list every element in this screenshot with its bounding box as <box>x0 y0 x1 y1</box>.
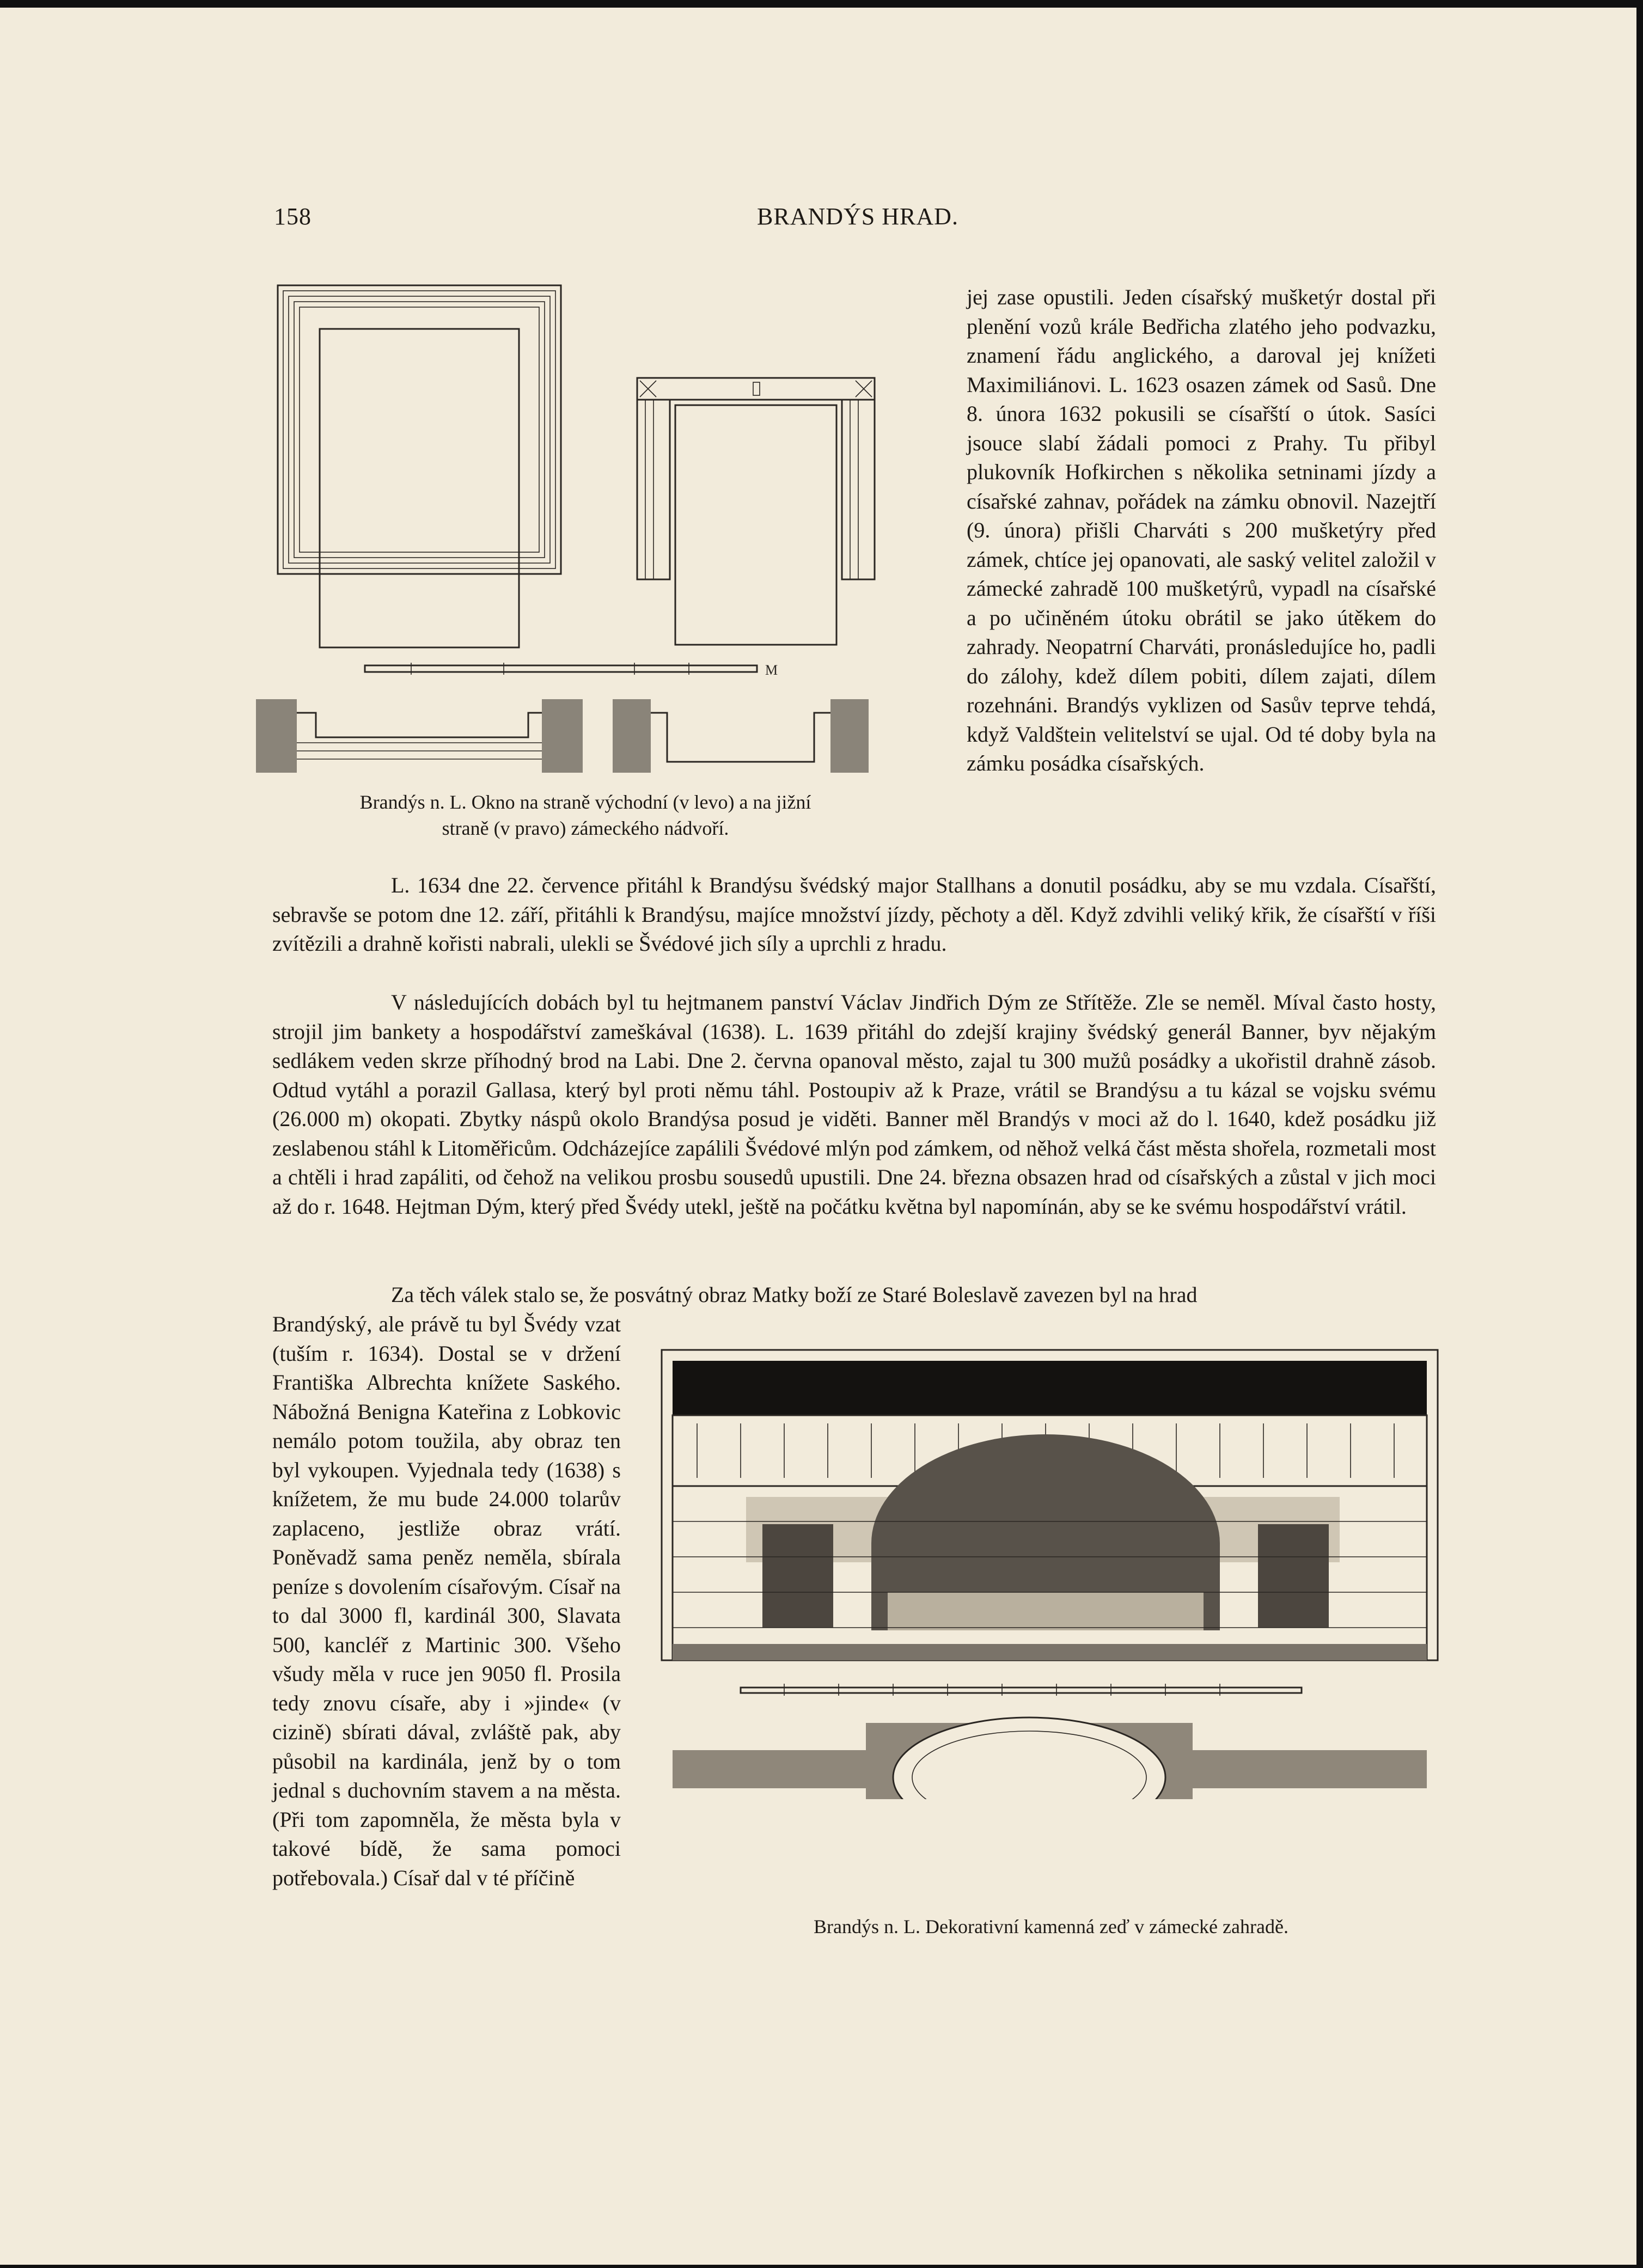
window-caption-line-2: straně (v pravo) zámeckého nádvoří. <box>442 817 729 839</box>
text-column-right: jej zase opustili. Jeden císařský mušketýr dostal při plenění vozů krále Bedřicha zlatého jeho podvazku, znamení řádu anglického, a daroval jej knížeti Maximiliánovi. L. 1623 osazen zámek od Sasů. Dne 8. února 1632 pokusili se císařští o útok. Sasíci jsouce slabí žádali pomoci z Prahy. Tu přibyl plukovník Hofkirchen s několika setninami jízdy a císařské zahnav, pořádek na zámku obnovil. Nazejtří (9. února) přišli Charváti s 200 mušketýry před zámek, chtíce jej opanovati, ale saský velitel založil v zámecké zahradě 100 mušketýrů, vypadl na císařské a po učiněném útoku obrátil se jako útěkem do zahrady. Neopatrní Charváti, pronásledujíce ho, padli do zálohy, kdež dílem pobiti, dílem zajati, dílem rozehnáni. Brandýs vyklizen od Sasův teprve tehdá, když Valdštein velitelství se ujal. Od té doby byla na zámku posádka císařských. <box>967 285 1436 775</box>
paragraph-3-top-text: Za těch válek stalo se, že posvátný obraz Matky boží ze Staré Boleslavě zavezen byl na hrad <box>391 1282 1198 1307</box>
paragraph-1-text: L. 1634 dne 22. července přitáhl k Brandýsu švédský major Stallhans a donutil posádku, aby se mu vzdala. Císařští, sebravše se potom dne 12. září, přitáhli k Brandýsu, majíce množství jízdy, pěchoty a děl. Když zdvihli veliký křik, že císařští v říši zvítězili a drahně kořisti nabrali, ulekli se Švédové jich síly a uprchli z hradu. <box>272 873 1436 956</box>
wall-caption: Brandýs n. L. Dekorativní kamenná zeď v zámecké zahradě. <box>814 1916 1288 1937</box>
text-column-left: Brandýský, ale právě tu byl Švédy vzat (tuším r. 1634). Dostal se v držení Františka Albrechta knížete Saského. Nábožná Benigna Kateřina z Lobkovic nemálo potom toužila, aby obraz ten byl vykoupen. Vyjednala tedy (1638) s knížetem, že mu bude 24.000 tolarův zaplaceno, jestliže obraz vrátí. Poněvadž sama peněz neměla, sbírala peníze s dovolením císařovým. Císař na to dal 3000 fl, kardinál 300, Slavata 500, kancléř z Martinic 300. Všeho všudy měla v ruce jen 9050 fl. Prosila tedy znovu císaře, aby i »jinde« (v cizině) sbírati dával, zvláště pak, aby působil na kardinála, jenž by o tom jednal s duchovním stavem a na města. (Při tom zapomněla, že města byla v takové bídě, že sama pomoci potřebovala.) Císař dal v té příčině <box>272 1312 621 1890</box>
page-number: 158 <box>274 203 312 230</box>
paragraph-2-text: V následujících dobách byl tu hejtmanem panství Václav Jindřich Dým ze Střítěže. Zle se neměl. Míval často hosty, strojil jim bankety a hospodářství zameškával (1638). L. 1639 přitáhl do zdejší krajiny švédský generál Banner, byv nějakým sedlákem veden skrze příhodný brod na Labi. Dne 2. června opanoval město, zajal tu 300 mužů posádky a ukořistil drahně zásob. Odtud vytáhl a porazil Gallasa, který byl proti němu táhl. Postoupiv až k Praze, vrátil se Brandýsu a tu kázal se vojsku svému (26.000 m) okopati. Zbytky náspů okolo Brandýsa posud je viděti. Banner měl Brandýs v moci až do l. 1640, kdež posádku již zeslabenou stáhl k Litoměřicům. Odcházejíce zapálili Švédové mlýn pod zámkem, od něhož velká část města shořela, rozmetali most a chtěli i hrad zapáliti, od čehož na velikou prosbu sousedů upustili. Dne 24. března obsazen hrad od císařských a zůstal v jich moci až do r. 1648. Hejtman Dým, který před Švédy utekl, ještě na počátku května byl napomínán, aby se ke svému hospodářství vrátil. <box>272 990 1436 1219</box>
paragraph-3-top <box>272 1280 1436 1310</box>
running-head: BRANDÝS HRAD. <box>757 203 958 230</box>
paragraph-1 <box>272 871 1436 958</box>
book-page <box>0 8 1636 2265</box>
wall-drawing <box>659 1347 1443 1799</box>
window-caption-line-1: Brandýs n. L. Okno na straně východní (v levo) a na jižní <box>359 791 811 813</box>
window-drawing <box>253 283 907 773</box>
svg-text:M: M <box>765 662 778 678</box>
window-caption <box>270 789 901 841</box>
paragraph-2 <box>272 988 1436 1221</box>
